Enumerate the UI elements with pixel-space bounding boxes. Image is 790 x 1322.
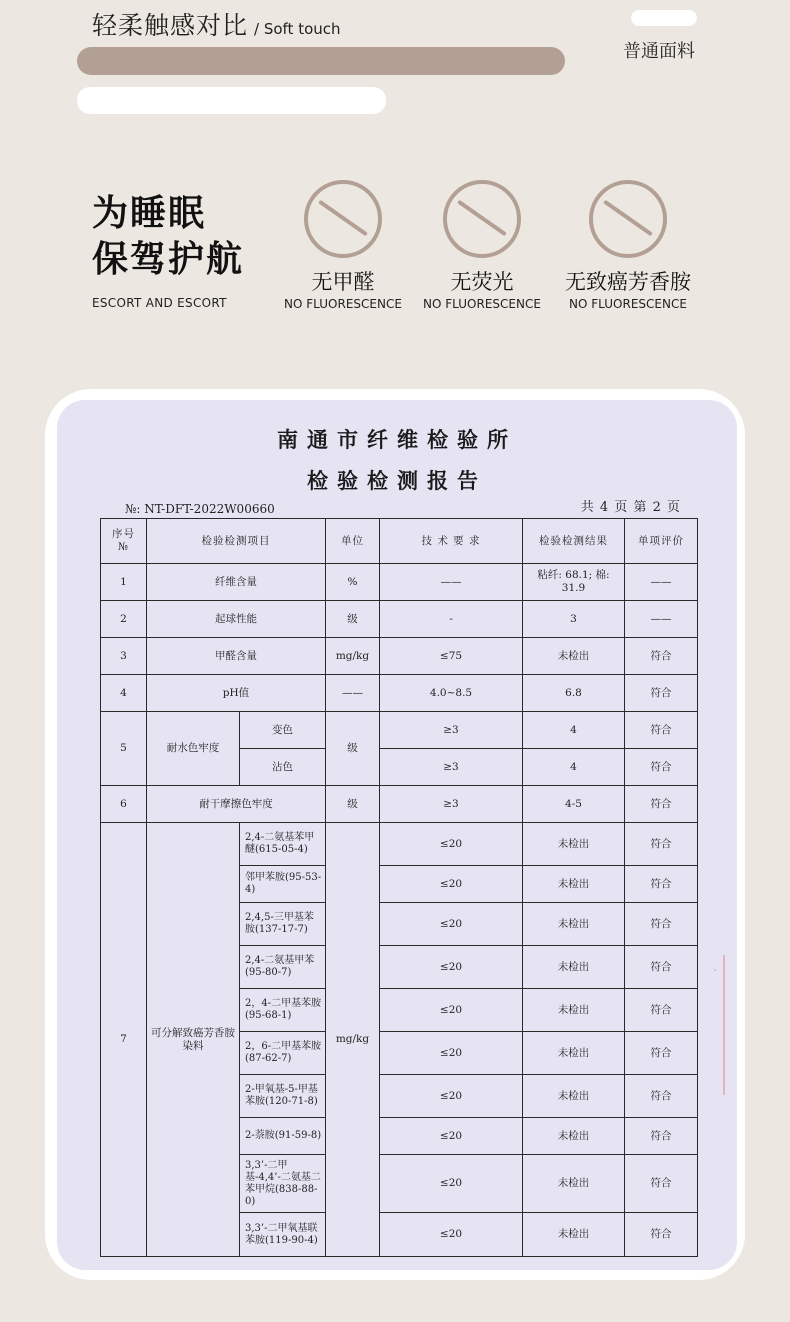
- cell-sub-item: 变色: [240, 712, 326, 749]
- cell-requirement: ≤20: [380, 823, 523, 866]
- cell-sub-item: 2,4,5-三甲基苯胺(137-17-7): [240, 903, 326, 946]
- table-row: [101, 675, 698, 712]
- cell-evaluation: 符合: [625, 946, 698, 989]
- slogan-en: ESCORT AND ESCORT: [92, 296, 227, 310]
- feature-no-aromatic-amine: [548, 180, 708, 311]
- cell-unit: ——: [326, 675, 380, 712]
- no-symbol-icon: [443, 180, 521, 258]
- header-unit: 单位: [326, 519, 380, 564]
- legend-swatch: [631, 10, 697, 26]
- cell-result: 未检出: [523, 1213, 625, 1257]
- cell-requirement: ≤20: [380, 989, 523, 1032]
- cell-unit: 级: [326, 601, 380, 638]
- cell-item: 起球性能: [147, 601, 326, 638]
- cell-sub-item: 2，4-二甲基苯胺(95-68-1): [240, 989, 326, 1032]
- table-row: [101, 712, 698, 749]
- cell-seq: 6: [101, 786, 147, 823]
- cell-result: 3: [523, 601, 625, 638]
- feature-no-formaldehyde: [263, 180, 423, 311]
- cell-evaluation: 符合: [625, 786, 698, 823]
- header-seq: 序号 №: [101, 519, 147, 564]
- cell-item: 甲醛含量: [147, 638, 326, 675]
- cell-item: pH值: [147, 675, 326, 712]
- feature-label: 无甲醛: [311, 270, 375, 294]
- table-row: [101, 823, 698, 866]
- table-row: [101, 786, 698, 823]
- cell-evaluation: 符合: [625, 1155, 698, 1213]
- report-number: №: NT-DFT-2022W00660: [125, 502, 275, 516]
- report-pages: 共 4 页 第 2 页: [580, 500, 681, 515]
- cell-result: 未检出: [523, 903, 625, 946]
- cell-evaluation: ——: [625, 564, 698, 601]
- cell-result: 粘纤: 68.1; 棉: 31.9: [523, 564, 625, 601]
- cell-result: 未检出: [523, 823, 625, 866]
- cell-item: 耐水色牢度: [147, 712, 240, 786]
- feature-label: 无致癌芳香胺: [565, 270, 691, 294]
- cell-unit: 级: [326, 712, 380, 786]
- normal-fabric-bar: [77, 87, 386, 114]
- cell-requirement: ≤20: [380, 946, 523, 989]
- cell-result: 未检出: [523, 1155, 625, 1213]
- cell-requirement: ≥3: [380, 749, 523, 786]
- cell-unit: 级: [326, 786, 380, 823]
- table-row: [101, 564, 698, 601]
- cell-requirement: ≤20: [380, 1213, 523, 1257]
- cell-requirement: ≤75: [380, 638, 523, 675]
- cell-seq: 7: [101, 823, 147, 1257]
- report-organization: 南通市纤维检验所: [277, 427, 517, 452]
- cell-evaluation: 符合: [625, 749, 698, 786]
- cell-requirement: ≥3: [380, 712, 523, 749]
- soft-fabric-bar: [77, 47, 565, 75]
- feature-label-en: NO FLUORESCENCE: [569, 297, 687, 311]
- cell-sub-item: 邻甲苯胺(95-53-4): [240, 866, 326, 903]
- slogan-line-2: 保驾护航: [92, 239, 245, 280]
- cell-result: 4: [523, 749, 625, 786]
- cell-evaluation: 符合: [625, 823, 698, 866]
- cell-requirement: ≥3: [380, 786, 523, 823]
- cell-evaluation: 符合: [625, 903, 698, 946]
- cell-evaluation: 符合: [625, 866, 698, 903]
- cell-requirement: ≤20: [380, 903, 523, 946]
- feature-label-en: NO FLUORESCENCE: [284, 297, 402, 311]
- no-symbol-icon: [304, 180, 382, 258]
- cell-sub-item: 沾色: [240, 749, 326, 786]
- cell-result: 未检出: [523, 866, 625, 903]
- cell-requirement: -: [380, 601, 523, 638]
- slogan-line-1: 为睡眠: [92, 193, 207, 234]
- cell-requirement: 4.0~8.5: [380, 675, 523, 712]
- table-row: [101, 601, 698, 638]
- cell-result: 6.8: [523, 675, 625, 712]
- header-evaluation: 单项评价: [625, 519, 698, 564]
- cell-requirement: ≤20: [380, 866, 523, 903]
- cell-sub-item: 3,3’-二甲氧基联苯胺(119-90-4): [240, 1213, 326, 1257]
- cell-seq: 3: [101, 638, 147, 675]
- test-results-table: [100, 518, 698, 1257]
- cell-sub-item: 2-萘胺(91-59-8): [240, 1118, 326, 1155]
- cell-requirement: ≤20: [380, 1032, 523, 1075]
- cell-requirement: ≤20: [380, 1155, 523, 1213]
- cell-seq: 5: [101, 712, 147, 786]
- feature-no-fluorescence: [402, 180, 562, 311]
- cell-evaluation: 符合: [625, 1213, 698, 1257]
- cell-seq: 1: [101, 564, 147, 601]
- cell-requirement: ——: [380, 564, 523, 601]
- cell-item: 耐干摩擦色牢度: [147, 786, 326, 823]
- cell-unit: mg/kg: [326, 638, 380, 675]
- cell-seq: 2: [101, 601, 147, 638]
- report-title: 检验检测报告: [307, 468, 487, 493]
- header-result: 检验检测结果: [523, 519, 625, 564]
- cell-item: 纤维含量: [147, 564, 326, 601]
- cell-unit: mg/kg: [326, 823, 380, 1257]
- table-header-row: [101, 519, 698, 564]
- comparison-title: [92, 6, 341, 42]
- cell-evaluation: 符合: [625, 1075, 698, 1118]
- cell-result: 4-5: [523, 786, 625, 823]
- cell-result: 4: [523, 712, 625, 749]
- cell-result: 未检出: [523, 638, 625, 675]
- feature-label: 无荧光: [450, 270, 514, 294]
- cell-result: 未检出: [523, 1032, 625, 1075]
- slogan: [92, 191, 244, 283]
- cell-evaluation: 符合: [625, 675, 698, 712]
- header-requirement: 技 术 要 求: [380, 519, 523, 564]
- header-item: 检验检测项目: [147, 519, 326, 564]
- cell-item: 可分解致癌芳香胺染料: [147, 823, 240, 1257]
- cell-sub-item: 2,4-二氨基甲苯(95-80-7): [240, 946, 326, 989]
- report-paper: [57, 400, 737, 1270]
- cell-sub-item: 2，6-二甲基苯胺(87-62-7): [240, 1032, 326, 1075]
- cell-sub-item: 2-甲氧基-5-甲基苯胺(120-71-8): [240, 1075, 326, 1118]
- cell-evaluation: ——: [625, 601, 698, 638]
- cell-evaluation: 符合: [625, 638, 698, 675]
- cell-requirement: ≤20: [380, 1118, 523, 1155]
- comparison-title-en: / Soft touch: [254, 20, 341, 38]
- cell-result: 未检出: [523, 946, 625, 989]
- cell-evaluation: 符合: [625, 712, 698, 749]
- comparison-title-zh: 轻柔触感对比: [92, 11, 249, 40]
- cell-sub-item: 2,4-二氨基苯甲醚(615-05-4): [240, 823, 326, 866]
- cell-evaluation: 符合: [625, 989, 698, 1032]
- cell-evaluation: 符合: [625, 1032, 698, 1075]
- feature-label-en: NO FLUORESCENCE: [423, 297, 541, 311]
- cell-result: 未检出: [523, 1118, 625, 1155]
- no-symbol-icon: [589, 180, 667, 258]
- cell-result: 未检出: [523, 1075, 625, 1118]
- cell-evaluation: 符合: [625, 1118, 698, 1155]
- cell-seq: 4: [101, 675, 147, 712]
- cell-result: 未检出: [523, 989, 625, 1032]
- cell-unit: %: [326, 564, 380, 601]
- legend-label: 普通面料: [623, 41, 695, 62]
- cell-sub-item: 3,3’-二甲基-4,4’-二氨基二苯甲烷(838-88-0): [240, 1155, 326, 1213]
- seal-stamp-edge: ·: [723, 955, 737, 1095]
- cell-requirement: ≤20: [380, 1075, 523, 1118]
- table-row: [101, 638, 698, 675]
